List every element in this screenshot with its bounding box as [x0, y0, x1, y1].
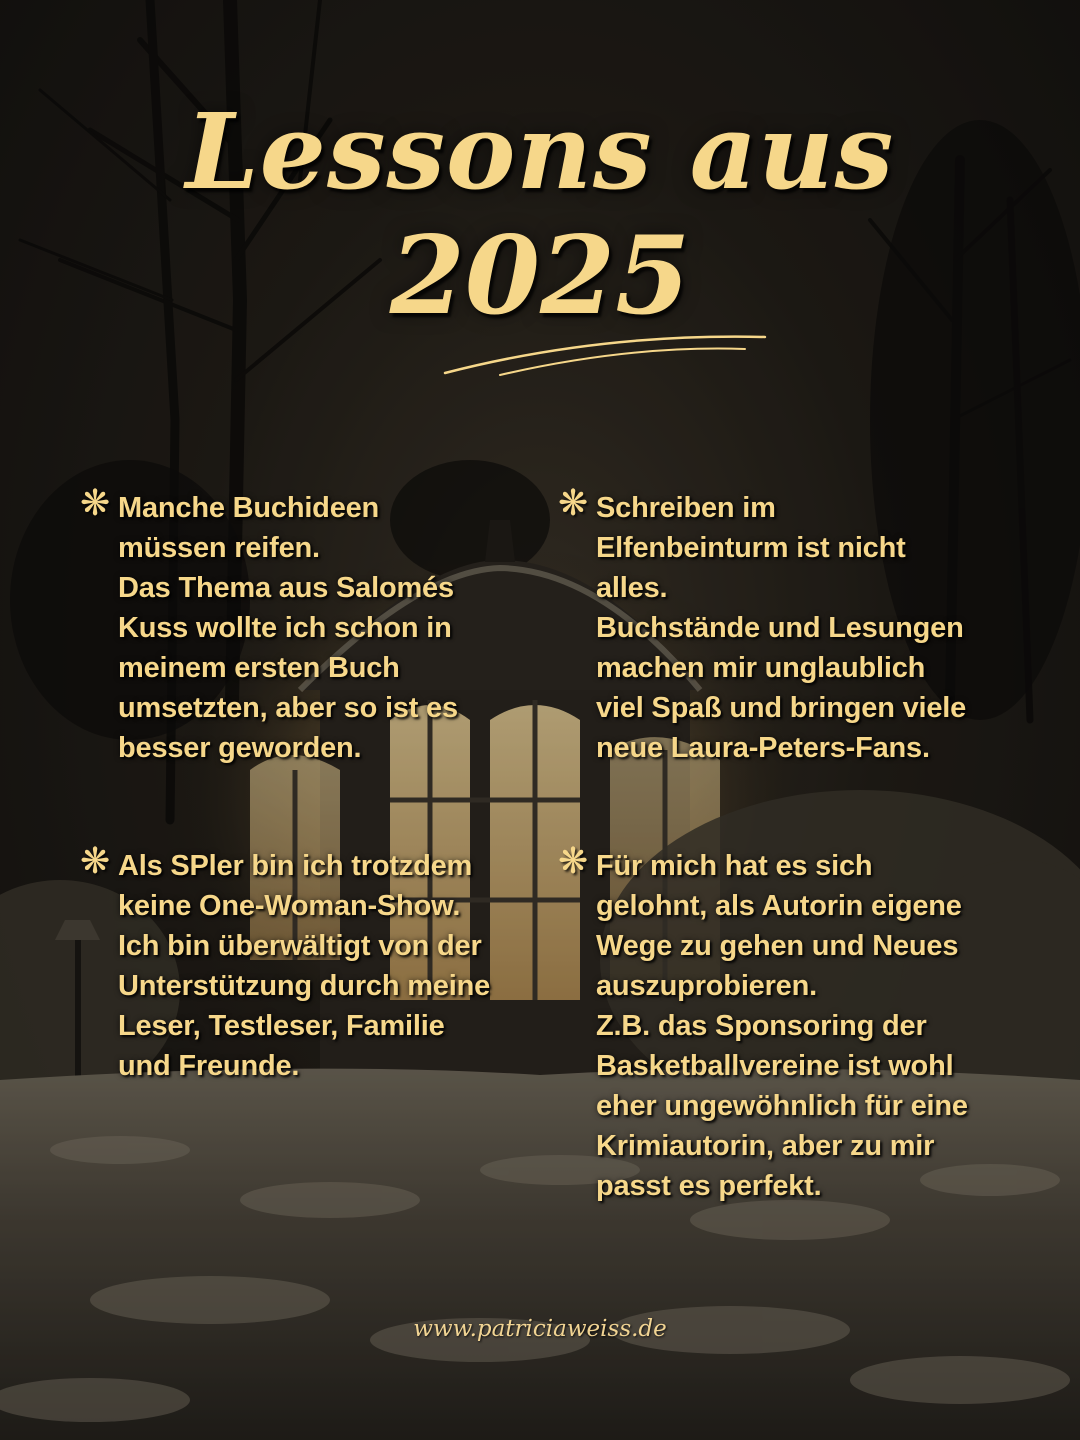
page-title-line-1: Lessons aus	[185, 90, 895, 213]
lesson-item-2	[558, 483, 1036, 768]
lesson-line: Kuss wollte ich schon in	[118, 612, 452, 644]
lesson-item-4	[558, 841, 1036, 1206]
lesson-text	[118, 488, 558, 768]
lesson-line: auszuprobieren.	[596, 970, 817, 1002]
lesson-line: gelohnt, als Autorin eigene	[596, 890, 962, 922]
website-url: www.patriciaweiss.de	[413, 1316, 667, 1342]
lesson-line: Das Thema aus Salomés	[118, 572, 454, 604]
lesson-line: Basketballvereine ist wohl	[596, 1050, 954, 1082]
asterisk-flower-icon: ❋	[558, 841, 589, 882]
lesson-line: Leser, Testleser, Familie	[118, 1010, 445, 1042]
asterisk-flower-icon: ❋	[80, 841, 111, 882]
lesson-line: besser geworden.	[118, 732, 362, 764]
lesson-line: Manche Buchideen	[118, 492, 380, 524]
swash-underline-icon	[440, 325, 770, 385]
lesson-text	[596, 846, 1036, 1206]
lesson-line: passt es perfekt.	[596, 1170, 822, 1202]
lesson-line: Buchstände und Lesungen	[596, 612, 964, 644]
lesson-line: alles.	[596, 572, 668, 604]
lesson-line: Z.B. das Sponsoring der	[596, 1010, 927, 1042]
lesson-line: keine One-Woman-Show.	[118, 890, 461, 922]
lesson-line: Als SPler bin ich trotzdem	[118, 850, 473, 882]
lesson-text	[596, 488, 1036, 768]
lesson-line: müssen reifen.	[118, 532, 320, 564]
lesson-line: umsetzten, aber so ist es	[118, 692, 458, 724]
lesson-line: Ich bin überwältigt von der	[118, 930, 482, 962]
lesson-item-3	[80, 841, 558, 1086]
lesson-line: und Freunde.	[118, 1050, 300, 1082]
lesson-line: Wege zu gehen und Neues	[596, 930, 959, 962]
lesson-line: Krimiautorin, aber zu mir	[596, 1130, 935, 1162]
lesson-line: eher ungewöhnlich für eine	[596, 1090, 968, 1122]
asterisk-flower-icon: ❋	[80, 483, 111, 524]
lesson-line: Unterstützung durch meine	[118, 970, 491, 1002]
asterisk-flower-icon: ❋	[558, 483, 589, 524]
lesson-line: Schreiben im	[596, 492, 776, 524]
lesson-line: viel Spaß und bringen viele	[596, 692, 967, 724]
lesson-line: Elfenbeinturm ist nicht	[596, 532, 906, 564]
lesson-item-1	[80, 483, 558, 768]
page-title-line-2: 2025	[389, 213, 691, 339]
lesson-line: Für mich hat es sich	[596, 850, 873, 882]
lesson-line: neue Laura-Peters-Fans.	[596, 732, 930, 764]
lesson-line: meinem ersten Buch	[118, 652, 400, 684]
lesson-text	[118, 846, 558, 1086]
lesson-line: machen mir unglaublich	[596, 652, 926, 684]
